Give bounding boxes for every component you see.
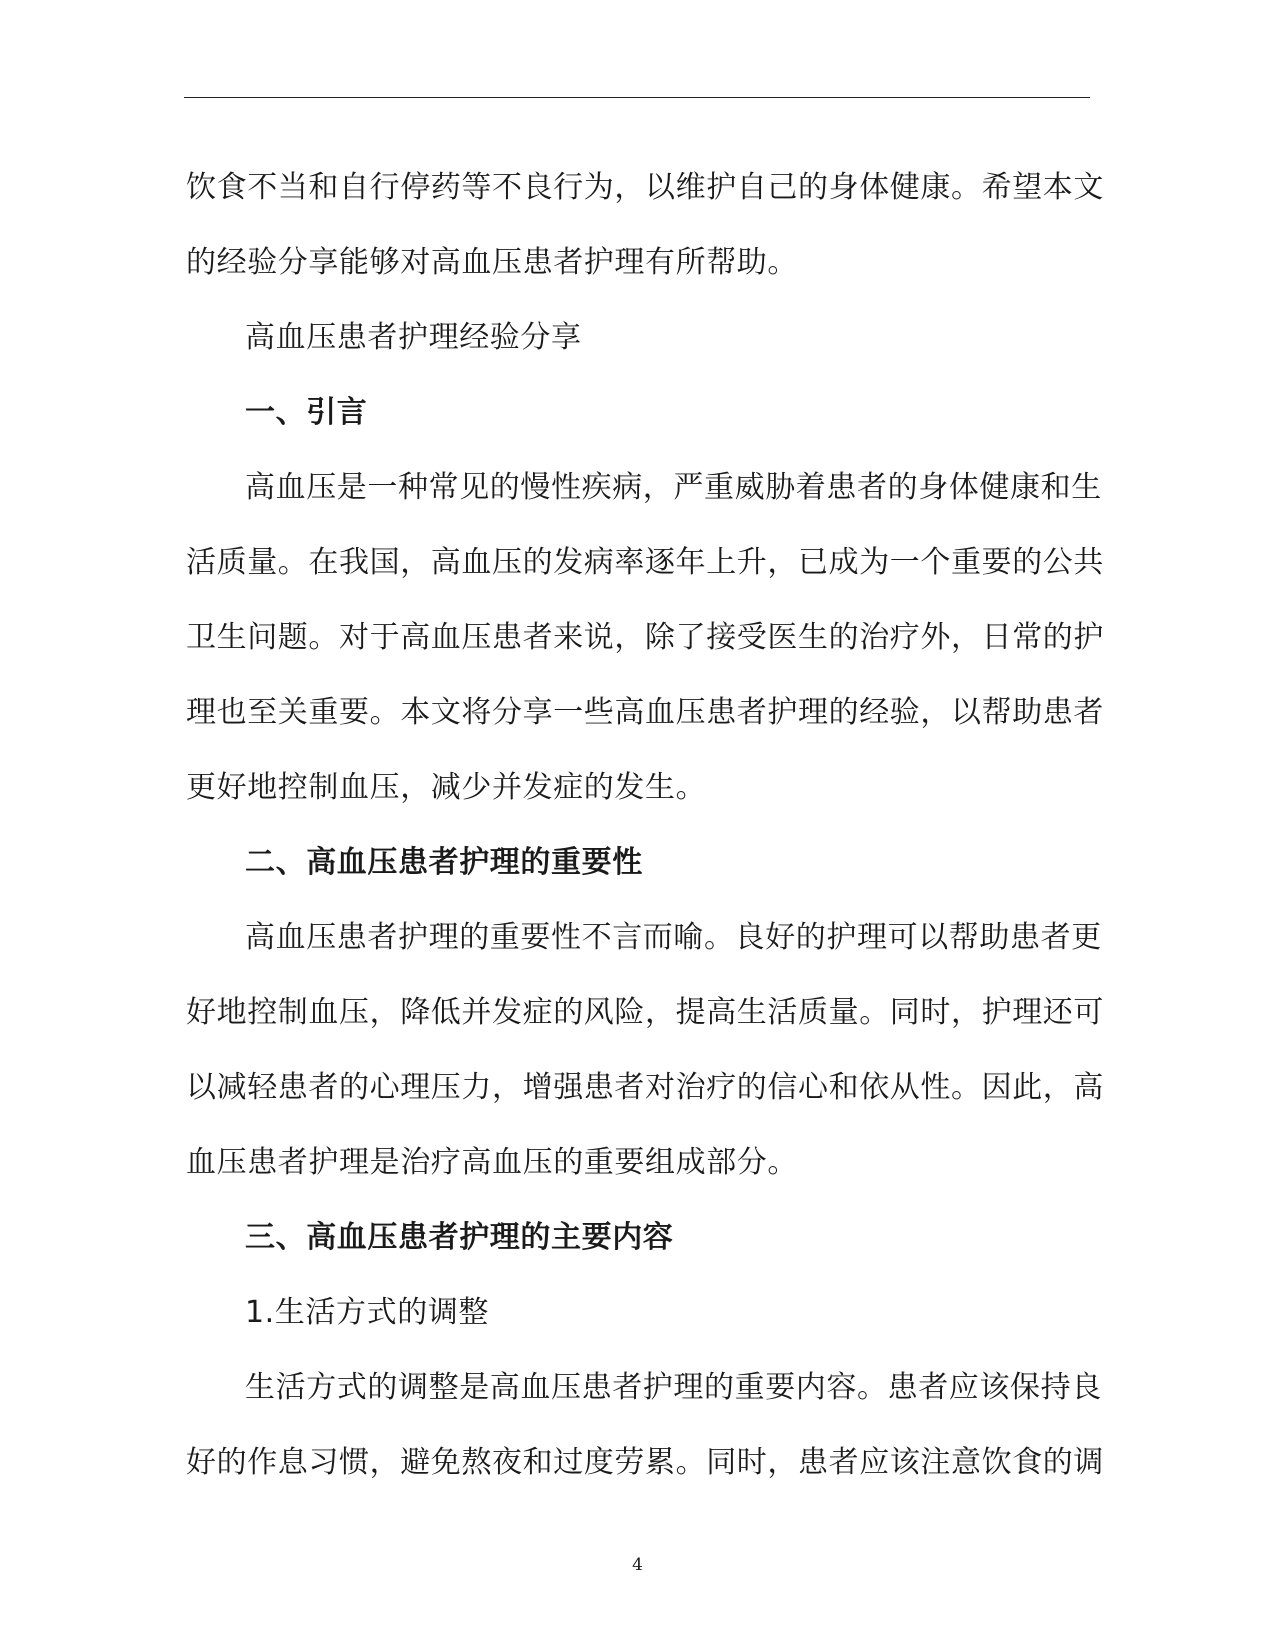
- paragraph-line: 生活方式的调整是高血压患者护理的重要内容。患者应该保持良: [245, 1370, 1102, 1405]
- paragraph-line: 饮食不当和自行停药等不良行为，以维护自己的身体健康。希望本文: [186, 170, 1104, 205]
- section-heading-introduction: 一、引言: [245, 395, 368, 430]
- paragraph-line: 好地控制血压，降低并发症的风险，提高生活质量。同时，护理还可: [186, 995, 1104, 1030]
- paragraph-line: 好的作息习惯，避免熬夜和过度劳累。同时，患者应该注意饮食的调: [186, 1445, 1104, 1480]
- page-number: 4: [632, 1555, 643, 1575]
- paragraph-line: 高血压是一种常见的慢性疾病，严重威胁着患者的身体健康和生: [245, 470, 1102, 505]
- paragraph-line: 更好地控制血压，减少并发症的发生。: [186, 770, 707, 805]
- paragraph-line: 理也至关重要。本文将分享一些高血压患者护理的经验，以帮助患者: [186, 695, 1104, 730]
- section-heading-importance: 二、高血压患者护理的重要性: [245, 845, 643, 880]
- section-heading-main-content: 三、高血压患者护理的主要内容: [245, 1220, 674, 1255]
- paragraph-line: 以减轻患者的心理压力，增强患者对治疗的信心和依从性。因此，高: [186, 1070, 1104, 1105]
- paragraph-line: 血压患者护理是治疗高血压的重要组成部分。: [186, 1145, 798, 1180]
- document-title: 高血压患者护理经验分享: [245, 320, 582, 355]
- paragraph-line: 卫生问题。对于高血压患者来说，除了接受医生的治疗外，日常的护: [186, 620, 1104, 655]
- header-rule: [184, 97, 1090, 98]
- paragraph-line: 活质量。在我国，高血压的发病率逐年上升，已成为一个重要的公共: [186, 545, 1104, 580]
- subsection-heading-lifestyle: 1.生活方式的调整: [245, 1295, 490, 1330]
- paragraph-line: 的经验分享能够对高血压患者护理有所帮助。: [186, 245, 798, 280]
- document-body: [186, 150, 1104, 1500]
- paragraph-line: 高血压患者护理的重要性不言而喻。良好的护理可以帮助患者更: [245, 920, 1102, 955]
